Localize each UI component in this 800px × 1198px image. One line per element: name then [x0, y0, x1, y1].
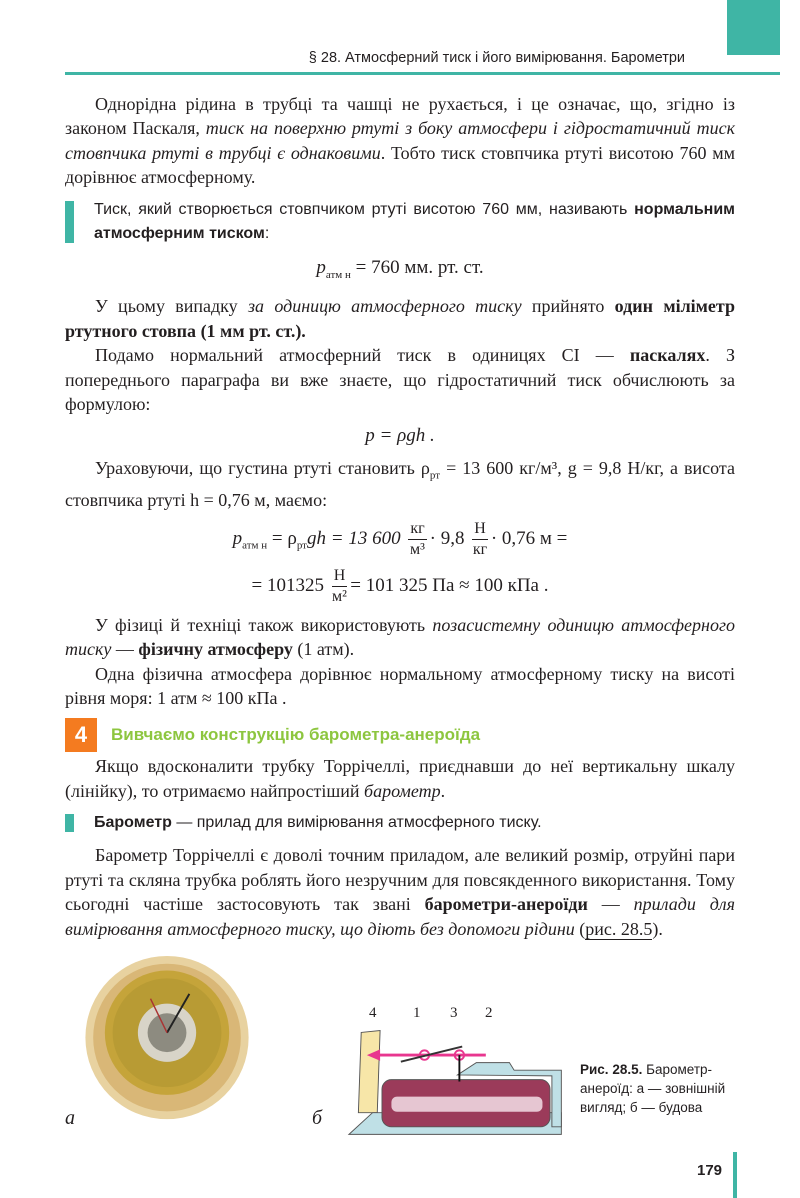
text: = 760 мм. рт. ст. — [350, 256, 484, 278]
denominator: кг — [472, 540, 488, 558]
emphasis: барометр — [364, 780, 441, 801]
page-number: 179 — [697, 1161, 723, 1179]
text: — — [587, 894, 634, 915]
text: ( — [574, 918, 586, 939]
fraction — [332, 566, 348, 607]
section-number-badge: 4 — [65, 718, 97, 752]
figure-28-5 — [65, 955, 735, 1140]
fraction — [408, 519, 426, 560]
text: = 13 600 кг/м³, g = 9,8 Н/кг, а висота стовпчика ртуті h = 0,76 м, маємо: — [65, 458, 736, 511]
text: · 9,8 — [429, 527, 465, 549]
page-body — [65, 0, 735, 1198]
term: барометри-анероїди — [424, 894, 588, 915]
subscript: атм н — [242, 539, 268, 552]
text: Барометр Торрічеллі є доволі точним приладом, але великий розмір, отруйні пари ртуті та скляна трубка роблять його незручним для повсякденного використання. Тому сьогодні частіше застосовують так звані — [65, 845, 735, 915]
subscript: атм н — [325, 268, 351, 281]
term: фізичну атмосферу — [138, 639, 293, 660]
emphasis: тиск на поверхню ртуті з боку атмосфери і гідростатичний тиск стовпчика ртуті в трубці є однаковими — [65, 118, 735, 163]
formula-normal-pressure — [65, 254, 735, 289]
emphasis: за одиницю атмосферного тиску — [247, 296, 522, 317]
aneroid-photo — [80, 955, 255, 1125]
paragraph-torricelli-scale — [65, 754, 735, 803]
emphasis: прилади для вимірювання атмосферного тиску, що діють без допомоги рідини — [65, 894, 736, 939]
figure-label-a: а — [65, 1106, 75, 1129]
text: прийнято — [521, 296, 615, 317]
subscript: рт — [296, 539, 307, 552]
caption-text: Барометр-анероїд: а — зовнішній вигляд; б — будова — [580, 1061, 726, 1115]
formula-hydrostatic: p = ρgh . — [365, 425, 435, 447]
running-header: § 28. Атмосферний тиск і його вимірювання. Барометри — [308, 50, 685, 66]
paragraph-atmosphere-unit — [65, 613, 735, 662]
aneroid-diagram — [340, 1023, 575, 1141]
formula-calculation-line2 — [65, 566, 735, 607]
numerator: Н — [332, 566, 348, 587]
part-label-4: 4 — [369, 1004, 377, 1021]
text: У цьому випадку — [95, 296, 248, 317]
text: . Тобто тиск стовпчика ртуті висотою 760 мм дорівнює атмосферному. — [65, 142, 735, 188]
text: . З попереднього параграфа ви вже знаєте, що гідростатичний тиск обчислюють за формулою: — [65, 345, 735, 415]
fraction — [472, 519, 488, 560]
section-title: Вивчаємо конструкцію барометра-анероїда — [111, 725, 481, 745]
text: ). — [652, 918, 663, 939]
symbol: p — [316, 256, 326, 278]
paragraph-unit — [65, 294, 735, 343]
page-number-bar — [733, 1152, 737, 1198]
page-footer — [65, 1148, 735, 1198]
figure-reference-link[interactable]: рис. 28.5 — [585, 918, 653, 939]
symbol: p — [232, 527, 243, 549]
part-label-2: 2 — [485, 1004, 493, 1021]
text: : — [264, 224, 270, 242]
text: Якщо вдосконалити трубку Торрічеллі, приєднавши до неї вертикальну шкалу (лінійку), то отримаємо найпростіший — [65, 756, 735, 801]
text: У фізиці й техніці також використовують — [95, 614, 433, 635]
term: Барометр — [94, 814, 172, 832]
section-heading — [65, 718, 735, 752]
caption-number: Рис. 28.5. — [580, 1061, 643, 1077]
text: Тиск, який створюється стовпчиком ртуті висотою 760 мм, називають — [94, 200, 635, 218]
subscript: рт — [429, 470, 441, 483]
text: = 101 325 Па ≈ 100 кПа . — [350, 574, 549, 596]
text: . — [440, 780, 446, 801]
numerator: кг — [408, 519, 426, 540]
formula-calculation-line1 — [65, 519, 735, 560]
paragraph-aneroid — [65, 843, 735, 941]
text: Ураховуючи, що густина ртуті становить ρ — [95, 458, 430, 479]
term: нормальним атмосферним тиском — [94, 200, 735, 242]
figure-label-b: б — [312, 1106, 323, 1129]
text: gh = 13 600 — [307, 527, 401, 549]
part-label-1: 1 — [413, 1004, 421, 1021]
term: один міліметр ртутного стовпа — [65, 296, 735, 341]
text: · 0,76 м = — [490, 527, 568, 549]
denominator: м² — [332, 587, 347, 605]
text: — — [111, 639, 139, 660]
term: паскалях — [629, 345, 706, 366]
text: — прилад для вимірювання атмосферного тиску. — [171, 814, 542, 832]
paragraph-one-atm: Одна фізична атмосфера дорівнює нормальному атмосферному тиску на висоті рівня моря: 1 атм ≈ 100 кПа . — [65, 663, 735, 709]
figure-caption — [580, 1060, 740, 1117]
definition-block — [65, 198, 735, 246]
denominator: м³ — [410, 540, 425, 558]
definition-block — [65, 811, 735, 835]
emphasis: позасистемну одиницю атмосферного тиску — [65, 614, 735, 660]
text: Однорідна рідина в трубці та чашці не рухається, і це означає, що, згідно із законом Паскаля, — [65, 94, 735, 139]
term: (1 мм рт. ст.). — [196, 320, 306, 341]
definition-bar — [65, 814, 74, 832]
text: = 101325 — [251, 574, 324, 596]
numerator: Н — [472, 519, 488, 540]
paragraph-density — [65, 456, 735, 512]
definition-normal-pressure — [94, 198, 735, 246]
paragraph-pascal — [65, 92, 735, 190]
text: = ρ — [267, 527, 297, 549]
part-label-3: 3 — [450, 1004, 458, 1021]
definition-barometer — [94, 811, 735, 835]
definition-bar — [65, 201, 74, 243]
paragraph-si — [65, 343, 735, 416]
text: (1 атм). — [292, 639, 355, 660]
text: Подамо нормальний атмосферний тиск в одиницях СІ — — [95, 345, 630, 366]
